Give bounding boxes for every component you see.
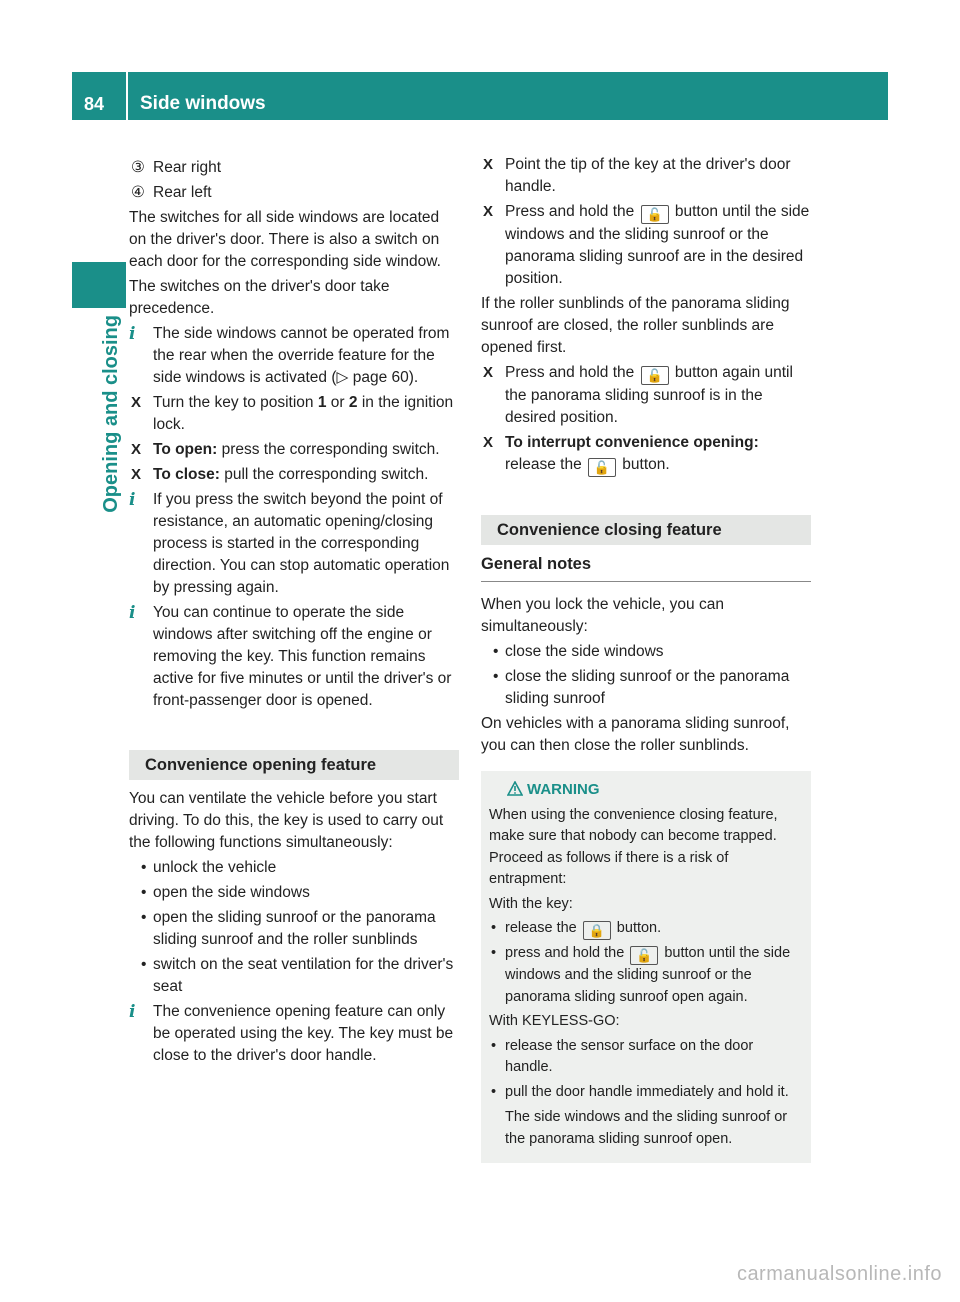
bullet-text: release the sensor surface on the door handle. — [505, 1037, 754, 1075]
bullet-icon: • — [491, 920, 497, 936]
page-number: 84 — [72, 72, 126, 120]
step — [481, 154, 811, 198]
bullet-icon: • — [491, 1083, 497, 1100]
paragraph: On vehicles with a panorama sliding sunroof, you can then close the roller sunblinds. — [481, 715, 790, 754]
position-1: 1 — [317, 394, 327, 411]
bullet-item — [129, 882, 459, 904]
step — [129, 439, 459, 461]
unlock-key-icon: 🔓 — [630, 946, 658, 965]
bullet-item — [129, 954, 459, 998]
step-text: pull the corresponding switch. — [219, 466, 429, 483]
step-text: button. — [618, 456, 670, 473]
unlock-key-icon: 🔓 — [641, 366, 669, 385]
bullet-icon: • — [491, 1037, 497, 1054]
step-arrow-icon: X — [483, 434, 494, 451]
bullet-item — [129, 857, 459, 879]
step-arrow-icon: X — [131, 466, 142, 483]
bullet-text: close the sliding sunroof or the panorama sliding sunroof — [505, 668, 790, 707]
position-2: 2 — [348, 394, 358, 411]
bullet-item — [481, 666, 811, 710]
step-text: press the corresponding switch. — [217, 441, 440, 458]
list-item — [129, 182, 459, 204]
note-text: The side windows and the sliding sunroof or the panorama sliding sunroof open. — [505, 1109, 788, 1147]
lock-key-icon: 🔒 — [583, 921, 611, 940]
info-note — [129, 323, 459, 389]
step-text: or — [326, 394, 349, 411]
bullet-icon: • — [141, 859, 147, 876]
step-arrow-icon: X — [483, 364, 494, 381]
bullet-icon: • — [491, 945, 497, 961]
info-note — [129, 489, 459, 599]
step-text: in the ignition lock. — [153, 394, 454, 433]
bullet-item — [489, 1036, 801, 1079]
watermark: carmanualsonline.info — [736, 1263, 942, 1285]
paragraph: The switches on the driver's door take precedence. — [129, 278, 390, 317]
bullet-icon: • — [493, 643, 499, 660]
bullet-text: open the side windows — [153, 884, 310, 901]
bullet-item — [481, 641, 811, 663]
bullet-text: close the side windows — [505, 643, 664, 660]
bullet-icon: • — [141, 956, 147, 973]
info-icon: i — [129, 1002, 136, 1022]
bullet-item — [489, 918, 801, 940]
bullet-text: button until the side windows and the sliding sunroof or the panorama sliding sunroof open again. — [505, 945, 791, 1005]
unlock-key-icon: 🔓 — [641, 205, 669, 224]
item-text: Rear right — [153, 159, 222, 176]
bullet-text: switch on the seat ventilation for the driver's seat — [153, 956, 454, 995]
step-text: button again until the panorama sliding sunroof is in the desired position. — [505, 364, 793, 426]
step — [481, 432, 811, 477]
step-text: Press and hold the — [505, 364, 639, 381]
bullet-text: unlock the vehicle — [153, 859, 277, 876]
left-column — [129, 157, 459, 1070]
bullet-item — [489, 943, 801, 1008]
paragraph: The switches for all side windows are located on the driver's door. There is also a switch on each door for the corresponding side window. — [129, 209, 441, 270]
info-text: If you press the switch beyond the point of resistance, an automatic opening/closing process is started in the corresponding direction. You can stop automatic operation by pressing again. — [153, 491, 450, 596]
step-arrow-icon: X — [131, 441, 142, 458]
number-marker: ③ — [131, 159, 145, 176]
step-text: Press and hold the — [505, 203, 639, 220]
bullet-text: press and hold the — [505, 945, 629, 961]
bullet-text: button. — [612, 920, 662, 936]
step — [481, 362, 811, 429]
info-text: The side windows cannot be operated from the rear when the override feature for the side windows is activated (▷ page 60). — [153, 325, 450, 386]
bullet-item — [489, 1082, 801, 1104]
step-text: button until the side windows and the sliding sunroof or the panorama sliding sunroof are in the desired position. — [505, 203, 810, 287]
unlock-key-icon: 🔓 — [588, 458, 616, 477]
number-marker: ④ — [131, 184, 145, 201]
step-text: Turn the key to position — [153, 394, 318, 411]
list-item — [129, 157, 459, 179]
section-heading: Convenience closing feature — [481, 515, 811, 545]
subsection-heading: General notes — [481, 545, 811, 582]
paragraph: If the roller sunblinds of the panorama sliding sunroof are closed, the roller sunblinds are opened first. — [481, 295, 790, 356]
paragraph: When you lock the vehicle, you can simultaneously: — [481, 596, 724, 635]
warning-triangle-icon — [507, 781, 523, 796]
step-text: release the — [505, 456, 586, 473]
warning-title — [489, 779, 801, 801]
warning-subheading: With the key: — [489, 895, 573, 912]
item-text: Rear left — [153, 184, 212, 201]
step-arrow-icon: X — [483, 156, 494, 173]
info-text: You can continue to operate the side windows after switching off the engine or removing the key. This function remains active for five minutes or until the driver's or front-passenger door is opened. — [153, 604, 452, 709]
bullet-text: pull the door handle immediately and hold it. — [505, 1083, 789, 1100]
page-title: Side windows — [128, 72, 888, 120]
step-label: To close: — [153, 466, 220, 483]
bullet-icon: • — [493, 668, 499, 685]
warning-box — [481, 771, 811, 1163]
info-icon: i — [129, 324, 136, 344]
info-note — [129, 602, 459, 712]
side-tab-label: Opening and closing — [100, 315, 122, 513]
step — [129, 464, 459, 486]
step-text: Point the tip of the key at the driver's door handle. — [505, 156, 791, 195]
bullet-icon: • — [141, 909, 147, 926]
info-icon: i — [129, 603, 136, 623]
step-arrow-icon: X — [131, 394, 142, 411]
step-arrow-icon: X — [483, 203, 494, 220]
bullet-text: open the sliding sunroof or the panorama sliding sunroof and the roller sunblinds — [153, 909, 436, 948]
warning-text: When using the convenience closing feature, make sure that nobody can become trapped. Proceed as follows if there is a risk of entrapment: — [489, 806, 778, 887]
right-column — [481, 154, 811, 1163]
warning-subheading: With KEYLESS-GO: — [489, 1013, 620, 1029]
section-heading: Convenience opening feature — [129, 750, 459, 780]
info-note — [129, 1001, 459, 1067]
step-label: To open: — [153, 441, 218, 458]
bullet-icon: • — [141, 884, 147, 901]
bullet-text: release the — [505, 920, 581, 936]
step — [129, 392, 459, 436]
bullet-item — [129, 907, 459, 951]
step-label: To interrupt convenience opening: — [505, 434, 759, 451]
step — [481, 201, 811, 290]
paragraph: You can ventilate the vehicle before you start driving. To do this, the key is used to carry out the following functions simultaneously: — [129, 790, 444, 851]
side-tab-block — [72, 262, 126, 308]
info-icon: i — [129, 490, 136, 510]
bullet-note — [489, 1107, 801, 1150]
info-text: The convenience opening feature can only be operated using the key. The key must be close to the driver's door handle. — [153, 1003, 454, 1064]
warning-title-text: WARNING — [527, 781, 600, 798]
